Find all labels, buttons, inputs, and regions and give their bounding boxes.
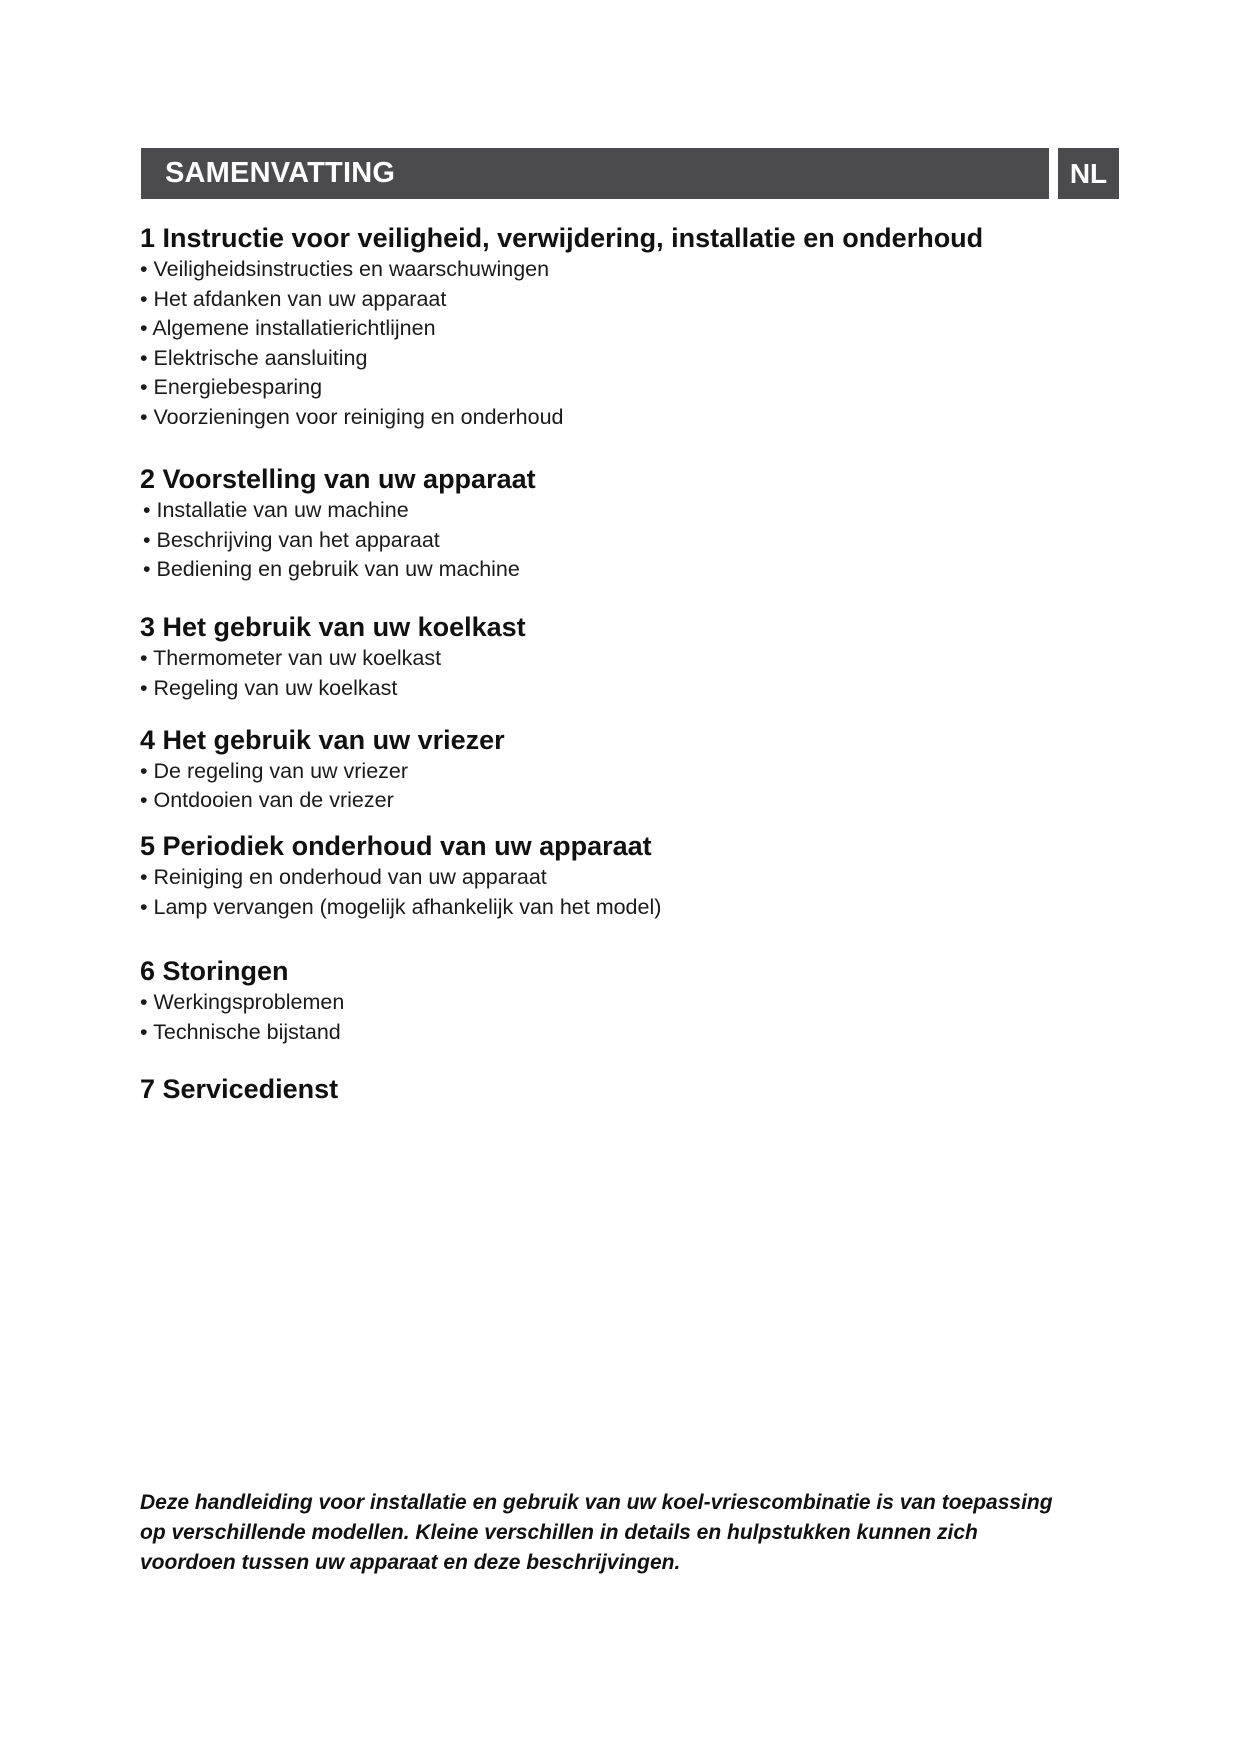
list-item: • Voorzieningen voor reiniging en onderhoud bbox=[140, 404, 564, 429]
disclaimer-note bbox=[140, 1488, 1130, 1578]
list-item: • De regeling van uw vriezer bbox=[140, 759, 409, 783]
list-item: • Het afdanken van uw apparaat bbox=[140, 286, 447, 311]
list-item: • Reiniging en onderhoud van uw apparaat bbox=[140, 865, 547, 889]
section-item-list bbox=[140, 644, 1140, 703]
section-heading: 3 Het gebruik van uw koelkast bbox=[140, 612, 526, 642]
disclaimer-line: op verschillende modellen. Kleine verschillen in details en hulpstukken kunnen zich bbox=[140, 1521, 978, 1544]
section-2 bbox=[140, 462, 1140, 585]
section-6 bbox=[140, 954, 1140, 1047]
section-3 bbox=[140, 610, 1140, 703]
summary-header-bar bbox=[141, 148, 1049, 199]
section-heading: 7 Servicedienst bbox=[140, 1074, 339, 1104]
section-heading: 1 Instructie voor veiligheid, verwijdering, installatie en onderhoud bbox=[140, 223, 984, 253]
list-item: • Veiligheidsinstructies en waarschuwingen bbox=[140, 257, 550, 281]
section-5 bbox=[140, 829, 1140, 922]
list-item: • Thermometer van uw koelkast bbox=[140, 646, 442, 670]
list-item: • Elektrische aansluiting bbox=[140, 345, 368, 370]
section-7 bbox=[140, 1072, 1140, 1106]
list-item: • Regeling van uw koelkast bbox=[140, 675, 398, 700]
section-heading: 5 Periodiek onderhoud van uw apparaat bbox=[140, 831, 652, 861]
disclaimer-line: Deze handleiding voor installatie en gebruik van uw koel-vriescombinatie is van toepassing bbox=[140, 1491, 1053, 1514]
section-item-list bbox=[140, 496, 1140, 585]
list-item: • Installatie van uw machine bbox=[143, 498, 409, 522]
list-item: • Energiebesparing bbox=[140, 375, 323, 399]
language-badge bbox=[1058, 148, 1119, 199]
disclaimer-line: voordoen tussen uw apparaat en deze beschrijvingen. bbox=[140, 1551, 681, 1574]
section-item-list bbox=[140, 988, 1140, 1047]
section-1 bbox=[140, 221, 1140, 432]
list-item: • Bediening en gebruik van uw machine bbox=[143, 557, 520, 581]
section-heading: 4 Het gebruik van uw vriezer bbox=[140, 725, 505, 755]
list-item: • Werkingsproblemen bbox=[140, 990, 345, 1014]
section-heading: 6 Storingen bbox=[140, 956, 289, 986]
list-item: • Beschrijving van het apparaat bbox=[143, 527, 440, 552]
summary-title: SAMENVATTING bbox=[165, 157, 396, 189]
list-item: • Ontdooien van de vriezer bbox=[140, 787, 394, 812]
language-code: NL bbox=[1069, 157, 1108, 189]
list-item: • Algemene installatierichtlijnen bbox=[140, 316, 436, 340]
list-item: • Lamp vervangen (mogelijk afhankelijk van het model) bbox=[140, 894, 662, 919]
section-item-list bbox=[140, 255, 1140, 432]
section-heading: 2 Voorstelling van uw apparaat bbox=[140, 464, 536, 494]
section-4 bbox=[140, 723, 1140, 814]
section-item-list bbox=[140, 757, 1140, 814]
section-item-list bbox=[140, 863, 1140, 922]
list-item: • Technische bijstand bbox=[140, 1019, 341, 1044]
